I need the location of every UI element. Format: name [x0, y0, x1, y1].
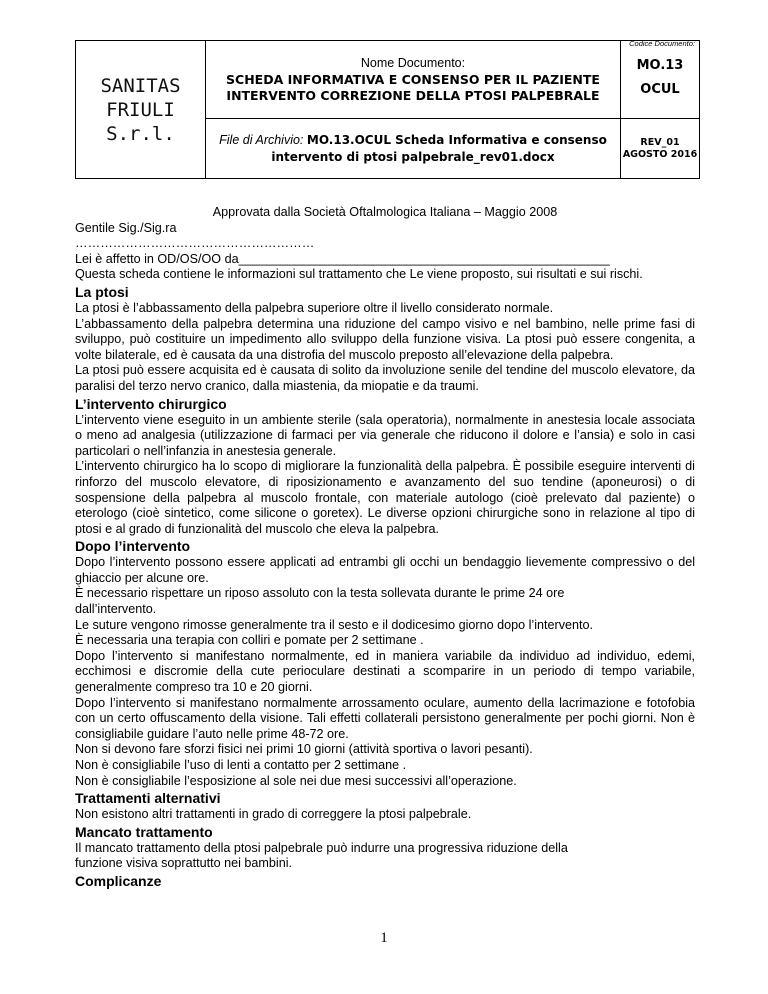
revision: REV_01: [640, 136, 680, 148]
page-number: 1: [380, 930, 388, 946]
paragraph: Non è consigliabile l’esposizione al sole nei due mesi successivi all’operazione.: [75, 773, 517, 788]
patient-name-blank: …………………………………………………: [75, 236, 315, 251]
paragraph: Le suture vengono rimosse generalmente tra il sesto e il dodicesimo giorno dopo l’intervento.: [75, 617, 594, 632]
company-line-3: S.r.l.: [106, 122, 175, 145]
paragraph: La ptosi è l’abbassamento della palpebra superiore oltre il livello considerato normale.: [75, 300, 554, 315]
document-body: [75, 205, 695, 890]
document-header-table: [75, 40, 700, 179]
section-title-alternativi: Trattamenti alternativi: [75, 790, 221, 807]
code-dept: OCUL: [640, 82, 680, 97]
paragraph: La ptosi può essere acquisita ed è causata di solito da involuzione senile del tendine del muscolo elevatore, da paralisi del terzo nervo cranico, dalla miastenia, da miopatie e da traumi.: [75, 363, 695, 393]
paragraph: Dopo l’intervento possono essere applicati ad entrambi gli occhi un bendaggio lievemente compressivo o del ghiaccio per alcune ore.: [75, 555, 695, 585]
paragraph: L’intervento viene eseguito in un ambiente sterile (sala operatoria), normalmente in anestesia locale associata o meno ad analgesia (utilizzazione di farmaci per via generale che riducono il dolore e l’ansia) e solo in casi particolari o nell’infanzia in anestesia generale.: [75, 412, 695, 458]
paragraph: L’intervento chirurgico ha lo scopo di migliorare la funzionalità della palpebra. È possibile eseguire interventi di rinforzo del muscolo elevatore, di riposizionamento e avanzamento del suo tendine (aponeurosi) o di sospensione della palpebra al muscolo frontale, con materiale autologo (cioè prelevato dal paziente) o eterologo (cioè sintetico, come silicone o goretex). Le diverse opzioni chirurgiche sono in relazione al tipo di ptosi e al grado di funzionalità del muscolo che eleva la palpebra.: [75, 459, 695, 536]
paragraph: funzione visiva soprattutto nei bambini.: [75, 856, 293, 871]
paragraph: Dopo l’intervento si manifestano normalmente, ed in maniera variabile da individuo ad individuo, edemi, ecchimosi e discromie della cute perioculare destinati a scomparire in un periodo di tempo variabile, generalmente compreso tra 10 e 20 giorni.: [75, 648, 695, 695]
revision-cell: [621, 119, 700, 179]
paragraph: Non si devono fare sforzi fisici nei primi 10 giorni (attività sportiva o lavori pesanti).: [75, 742, 533, 757]
paragraph: Non esistono altri trattamenti in grado di correggere la ptosi palpebrale.: [75, 807, 472, 822]
paragraph: L’abbassamento della palpebra determina una riduzione del campo visivo e nel bambino, nelle prime fasi di sviluppo, può costituire un impedimento allo sviluppo della funzione visiva. La ptosi può essere congenita, a volte bilaterale, ed è causata da una distrofia del muscolo preposto all’elevazione della palpebra.: [75, 316, 695, 362]
doc-title: SCHEDA INFORMATIVA E CONSENSO PER IL PAZIENTE INTERVENTO CORREZIONE DELLA PTOSI PALPEBRALE: [226, 71, 600, 103]
archive-label: File di Archivio:: [219, 132, 304, 147]
archive-file: MO.13.OCUL Scheda Informativa e consenso intervento di ptosi palpebrale_rev01.docx: [271, 132, 607, 164]
company-cell: [76, 41, 206, 179]
paragraph: È necessaria una terapia con colliri e pomate per 2 settimane .: [75, 633, 424, 648]
greeting: Gentile Sig./Sig.ra: [75, 220, 177, 235]
section-title-complicanze: Complicanze: [75, 872, 162, 889]
section-title-ptosi: La ptosi: [75, 283, 129, 300]
paragraph: Dopo l’intervento si manifestano normalmente arrossamento oculare, aumento della lacrimazione e fotofobia con un certo offuscamento della visione. Tali effetti collaterali persistono generalmente per pochi giorni. Non è consigliabile guidare l’auto nelle prime 48-72 ore.: [75, 695, 695, 741]
revision-date: AGOSTO 2016: [622, 148, 698, 160]
paragraph: È necessario rispettare un riposo assoluto con la testa sollevata durante le prime 24 ore: [75, 586, 565, 601]
section-title-dopo: Dopo l’intervento: [75, 538, 191, 555]
section-title-mancato: Mancato trattamento: [75, 823, 213, 840]
section-title-intervento: L’intervento chirurgico: [75, 395, 227, 412]
doc-name-label: Nome Documento:: [360, 55, 466, 70]
doc-name-cell: [206, 41, 621, 119]
company-line-2: FRIULI: [106, 98, 175, 121]
approval-note: Approvata dalla Società Oftalmologica Italiana – Maggio 2008: [212, 205, 558, 219]
code-value: MO.13: [636, 58, 684, 73]
code-cell: [621, 41, 700, 119]
paragraph: Non è consigliabile l’uso di lenti a contatto per 2 settimane .: [75, 758, 407, 772]
code-label: Codice Documento:: [629, 39, 695, 48]
paragraph: Il mancato trattamento della ptosi palpebrale può indurre una progressiva riduzione della: [75, 840, 568, 855]
company-name: [76, 74, 205, 146]
company-line-1: SANITAS: [100, 74, 181, 97]
archive-cell: [206, 119, 621, 179]
diagnosis-blank: Lei è affetto in OD/OS/OO da_____________________________________________________: [75, 251, 610, 266]
paragraph: dall’intervento.: [75, 602, 157, 617]
purpose-text: Questa scheda contiene le informazioni sul trattamento che Le viene proposto, sui risultati e sui rischi.: [75, 267, 643, 282]
